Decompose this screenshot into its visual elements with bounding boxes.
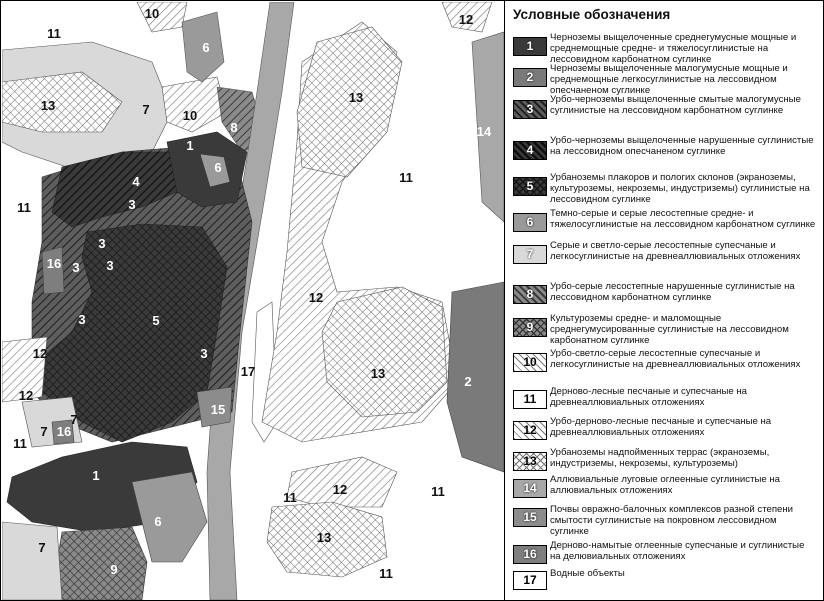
map-label-zone-11: 11 (379, 566, 393, 581)
legend-description: Урбаноземы плакоров и пологих склонов (экраноземы, культуроземы, некроземы, индустриземы) суглинистые на лессовидном суглинке (550, 172, 810, 205)
map-label-zone-12: 12 (332, 482, 348, 497)
map-label-zone-16: 16 (46, 256, 62, 271)
map-label-zone-8: 8 (230, 120, 238, 135)
legend-code: 9 (526, 320, 534, 334)
zone-9 (57, 527, 147, 600)
legend-description: Урбо-черноземы выщелоченные нарушенные суглинистые на лессовидном опесчаненом суглинке (550, 135, 814, 157)
legend-swatch-15 (513, 508, 547, 527)
legend-description: Темно-серые и серые лесостепные средне- и тяжелосуглинистые на лессовидном карбонатном суглинке (550, 208, 816, 230)
legend-description: Почвы овражно-балочных комплексов разной степени смытости суглинистые на покровном лессовидном суглинке (550, 504, 794, 537)
legend-description: Урбо-черноземы выщелоченные смытые малогумусные суглинистые на лессовидном карбонатном суглинке (550, 94, 801, 116)
map-label-zone-10: 10 (182, 108, 198, 123)
map-label-zone-6: 6 (214, 160, 222, 175)
map-label-zone-12: 12 (18, 388, 34, 403)
legend-description: Урбаноземы надпойменных террас (экраноземы, индустриземы, некроземы, культуроземы) (550, 447, 770, 469)
map-label-zone-3: 3 (200, 346, 208, 361)
map-label-zone-3: 3 (128, 197, 136, 212)
map-label-zone-16: 16 (56, 424, 72, 439)
legend-swatch-7 (513, 245, 547, 264)
legend-swatch-8 (513, 285, 547, 304)
map-label-zone-1: 1 (186, 138, 194, 153)
map-label-zone-9: 9 (110, 562, 118, 577)
map-label-zone-4: 4 (132, 174, 140, 189)
map-label-zone-3: 3 (98, 236, 106, 251)
legend-code: 12 (523, 423, 537, 437)
legend-description: Черноземы выщелоченные малогумусные мощные и среднемощные легкосуглинистые на лессовидном опесчаненом суглинке (550, 63, 788, 96)
legend-swatch-1 (513, 37, 547, 56)
legend-code: 16 (523, 547, 537, 561)
map-label-zone-13: 13 (316, 530, 332, 545)
map-label-zone-7: 7 (38, 540, 46, 555)
legend-swatch-11 (513, 390, 547, 409)
legend-code: 3 (526, 102, 534, 116)
legend-swatch-4 (513, 141, 547, 160)
map-label-zone-14: 14 (476, 124, 492, 139)
legend-description: Урбо-серые лесостепные нарушенные суглинистые на лессовидном карбонатном суглинке (550, 281, 795, 303)
legend-swatch-13 (513, 452, 547, 471)
legend-swatch-2 (513, 68, 547, 87)
legend-description: Урбо-дерново-лесные песчаные и супесчаные на древнеаллювиальных отложениях (550, 416, 772, 438)
map-label-zone-11: 11 (13, 436, 27, 451)
zone-7-sw (2, 522, 62, 600)
map-label-zone-3: 3 (78, 312, 86, 327)
map-label-zone-5: 5 (152, 313, 160, 328)
legend-panel (504, 1, 823, 600)
legend-code: 5 (526, 179, 534, 193)
map-label-zone-11: 11 (47, 26, 61, 41)
soil-map (2, 2, 504, 600)
map-label-zone-15: 15 (210, 402, 226, 417)
map-label-zone-6: 6 (154, 514, 162, 529)
map-label-zone-2: 2 (464, 374, 472, 389)
map-label-zone-7: 7 (40, 424, 48, 439)
legend-swatch-14 (513, 479, 547, 498)
legend-code: 14 (523, 481, 537, 495)
legend-description: Дерново-намытые оглеенные супесчаные и суглинистые на делювиальных отложениях (550, 540, 805, 562)
legend-swatch-17 (513, 571, 547, 590)
map-label-zone-7: 7 (70, 412, 78, 427)
map-label-zone-12: 12 (32, 346, 48, 361)
legend-swatch-10 (513, 353, 547, 372)
legend-code: 15 (523, 510, 537, 524)
legend-description: Культуроземы средне- и маломощные среднегумусированные суглинистые на лессовидном карбонатном суглинке (550, 313, 789, 346)
map-label-zone-17: 17 (240, 364, 256, 379)
map-label-zone-10: 10 (144, 6, 160, 21)
map-label-zone-7: 7 (142, 102, 150, 117)
legend-swatch-9 (513, 318, 547, 337)
legend-swatch-5 (513, 177, 547, 196)
legend-code: 2 (526, 70, 534, 84)
map-label-zone-13: 13 (40, 98, 56, 113)
legend-swatch-6 (513, 213, 547, 232)
map-label-zone-6: 6 (202, 40, 210, 55)
legend-swatch-12 (513, 421, 547, 440)
legend-code: 13 (523, 454, 537, 468)
map-label-zone-12: 12 (458, 12, 474, 27)
map-label-zone-3: 3 (72, 260, 80, 275)
legend-description: Аллювиальные луговые оглеенные суглинистые на аллювиальных отложениях (550, 474, 780, 496)
legend-description: Серые и светло-серые лесостепные супесчаные и легкосуглинистые на древнеаллювиальных отложениях (550, 240, 801, 262)
map-label-zone-1: 1 (92, 468, 100, 483)
map-label-zone-11: 11 (17, 200, 31, 215)
legend-swatch-3 (513, 100, 547, 119)
legend-swatch-16 (513, 545, 547, 564)
legend-code: 10 (523, 355, 537, 369)
legend-description: Дерново-лесные песчаные и супесчаные на древнеаллювиальных отложениях (550, 386, 747, 408)
map-label-zone-3: 3 (106, 258, 114, 273)
map-label-zone-11: 11 (399, 170, 413, 185)
legend-title: Условные обозначения (513, 7, 671, 22)
legend-code: 4 (526, 143, 534, 157)
map-label-zone-11: 11 (283, 490, 297, 505)
legend-code: 1 (526, 39, 534, 53)
legend-description: Водные объекты (550, 568, 625, 579)
map-label-zone-13: 13 (348, 90, 364, 105)
legend-code: 8 (526, 287, 534, 301)
map-label-zone-11: 11 (431, 484, 445, 499)
legend-code: 17 (523, 573, 537, 587)
legend-description: Черноземы выщелоченные среднегумусные мощные и среднемощные средне- и тяжелосуглинистые на лессовидном карбонатном суглинке (550, 32, 797, 65)
legend-code: 6 (526, 215, 534, 229)
legend-description: Урбо-светло-серые лесостепные супесчаные и легкосуглинистые на древнеаллювиальных отложениях (550, 348, 801, 370)
map-label-zone-12: 12 (308, 290, 324, 305)
map-label-zone-13: 13 (370, 366, 386, 381)
legend-code: 7 (526, 247, 534, 261)
soil-map-canvas (2, 2, 504, 600)
legend-code: 11 (523, 392, 537, 406)
map-label-zone-14: 14 (258, 454, 274, 469)
